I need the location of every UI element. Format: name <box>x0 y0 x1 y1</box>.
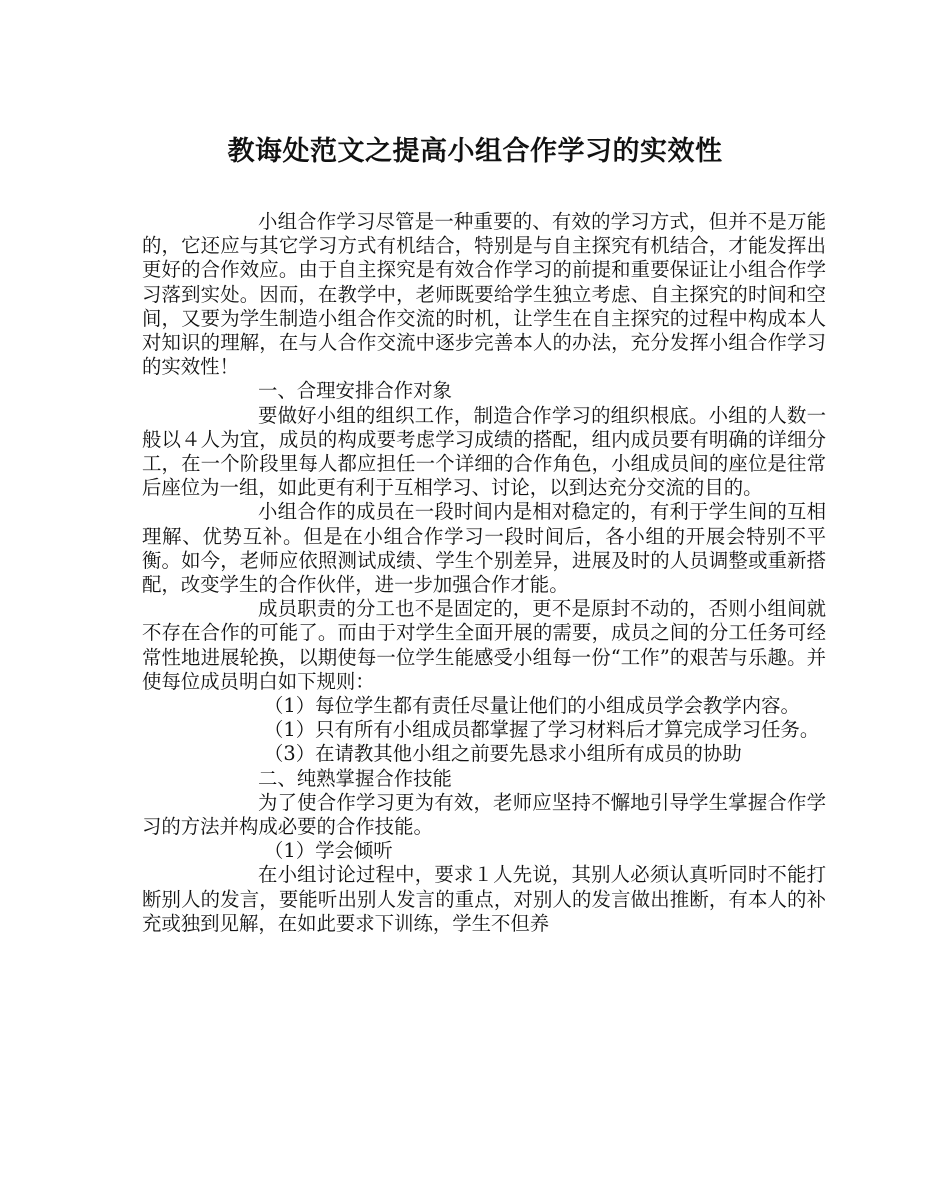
paragraph: 一、合理安排合作对象 <box>258 379 452 403</box>
paragraph: 在小组讨论过程中，要求１人先说，其别人必须认真听同时不能打断别人的发言，要能听出别人发言的重点，对别人的发言做出推断，有本人的补充或独到见解，在如此要求下训练，学生不但养 <box>142 863 826 935</box>
paragraph: 要做好小组的组织工作，制造合作学习的组织根底。小组的人数一般以４人为宜，成员的构成要考虑学习成绩的搭配，组内成员要有明确的详细分工，在一个阶段里每人都应担任一个详细的合作角色，小组成员间的座位是往常后座位为一组，如此更有利于互相学习、讨论，以到达充分交流的目的。 <box>142 403 826 500</box>
paragraph: 成员职责的分工也不是固定的，更不是原封不动的，否则小组间就不存在合作的可能了。而由于对学生全面开展的需要，成员之间的分工任务可经常性地进展轮换，以期使每一位学生能感受小组每一份“工作”的艰苦与乐趣。并使每位成员明白如下规则： <box>142 597 826 693</box>
paragraph: （1）只有所有小组成员都掌握了学习材料后才算完成学习任务。 <box>264 718 820 742</box>
paragraph: 小组合作的成员在一段时间内是相对稳定的，有利于学生间的互相理解、优势互补。但是在小组合作学习一段时间后，各小组的开展会特别不平衡。如今，老师应依照测试成绩、学生个别差异，进展及时的人员调整或重新搭配，改变学生的合作伙伴，进一步加强合作才能。 <box>142 500 826 597</box>
document-body <box>142 210 826 936</box>
paragraph: （3）在请教其他小组之前要先恳求小组所有成员的协助 <box>264 742 742 766</box>
document-title: 教诲处范文之提高小组合作学习的实效性 <box>227 136 723 167</box>
paragraph: 为了使合作学习更为有效，老师应坚持不懈地引导学生掌握合作学习的方法并构成必要的合作技能。 <box>142 790 826 839</box>
paragraph: 二、纯熟掌握合作技能 <box>258 766 452 790</box>
paragraph: （1）每位学生都有责任尽量让他们的小组成员学会教学内容。 <box>264 694 800 718</box>
paragraph: （1）学会倾听 <box>264 839 393 863</box>
paragraph: 小组合作学习尽管是一种重要的、有效的学习方式，但并不是万能的，它还应与其它学习方式有机结合，特别是与自主探究有机结合，才能发挥出更好的合作效应。由于自主探究是有效合作学习的前提和重要保证让小组合作学习落到实处。因而，在教学中，老师既要给学生独立考虑、自主探究的时间和空间，又要为学生制造小组合作交流的时机，让学生在自主探究的过程中构成本人对知识的理解，在与人合作交流中逐步完善本人的办法，充分发挥小组合作学习的实效性！ <box>142 210 826 379</box>
